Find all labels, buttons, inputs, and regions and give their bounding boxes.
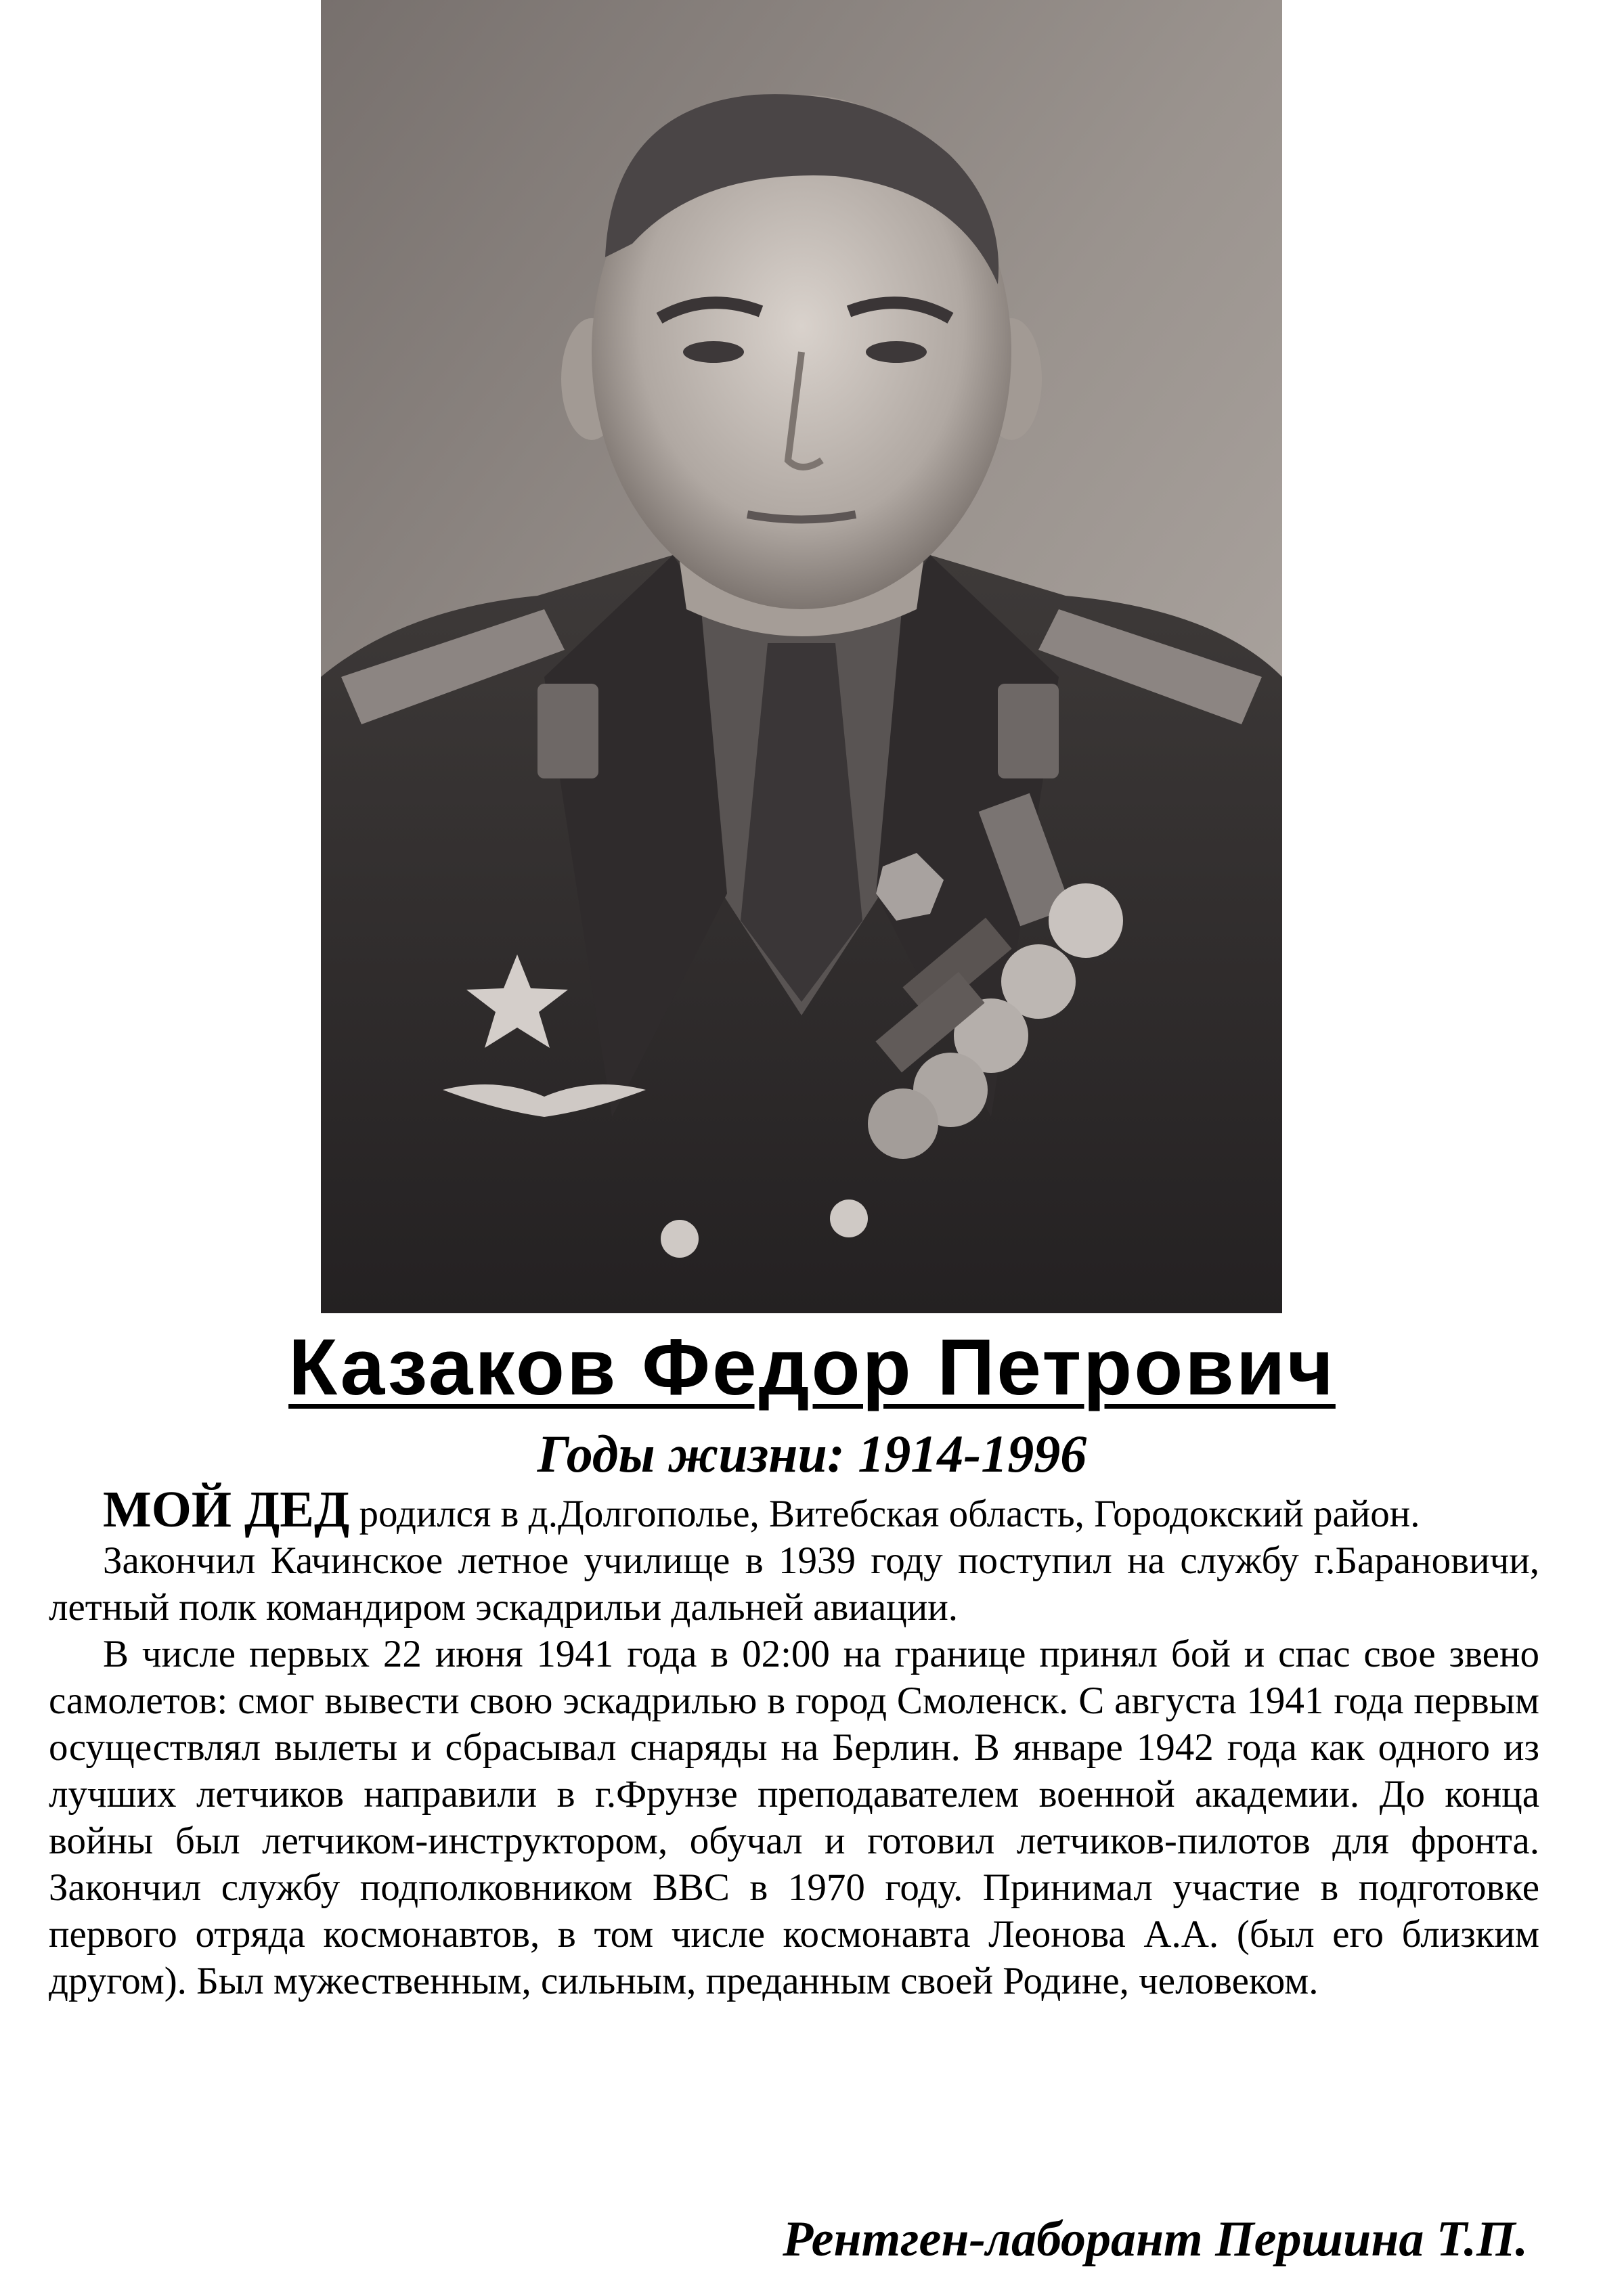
person-name	[0, 1317, 1624, 1418]
biography-paragraph-2: Закончил Качинское летное училище в 1939 году поступил на службу г.Барановичи, летный полк командиром эскадрильи дальней авиации.	[49, 1539, 1539, 1629]
portrait-illustration	[321, 0, 1282, 1313]
biography-lead: МОЙ ДЕД	[103, 1481, 350, 1538]
biography-text	[49, 1481, 1539, 2004]
biography-paragraph-3: В числе первых 22 июня 1941 года в 02:00 на границе принял бой и спас свое звено самолетов: смог вывести свою эскадрилью в город Смоленск. С августа 1941 года первым осуществлял вылеты и сбрасывал снаряды на Берлин. В январе 1942 года как одного из лучших летчиков направили в г.Фрунзе преподавателем военной академии. До конца войны был летчиком-инструктором, обучал и готовил летчиков-пилотов для фронта. Закончил службу подполковником ВВС в 1970 году. Принимал участие в подготовке первого отряда космонавтов, в том числе космонавта Леонова А.А. (был его близким другом). Был мужественным, сильным, преданным своей Родине, человеком.	[49, 1633, 1539, 2002]
portrait-photo	[321, 0, 1282, 1313]
person-name-text: Казаков Федор Петрович	[288, 1323, 1336, 1412]
author-signature: Рентген-лаборант Першина Т.П.	[783, 2212, 1528, 2267]
years-of-life: Годы жизни: 1914-1996	[537, 1424, 1087, 1483]
biography-paragraph-1-rest: родился в д.Долгополье, Витебская область, Городокский район.	[349, 1493, 1420, 1535]
biography-paragraph-1	[49, 1481, 1539, 1538]
